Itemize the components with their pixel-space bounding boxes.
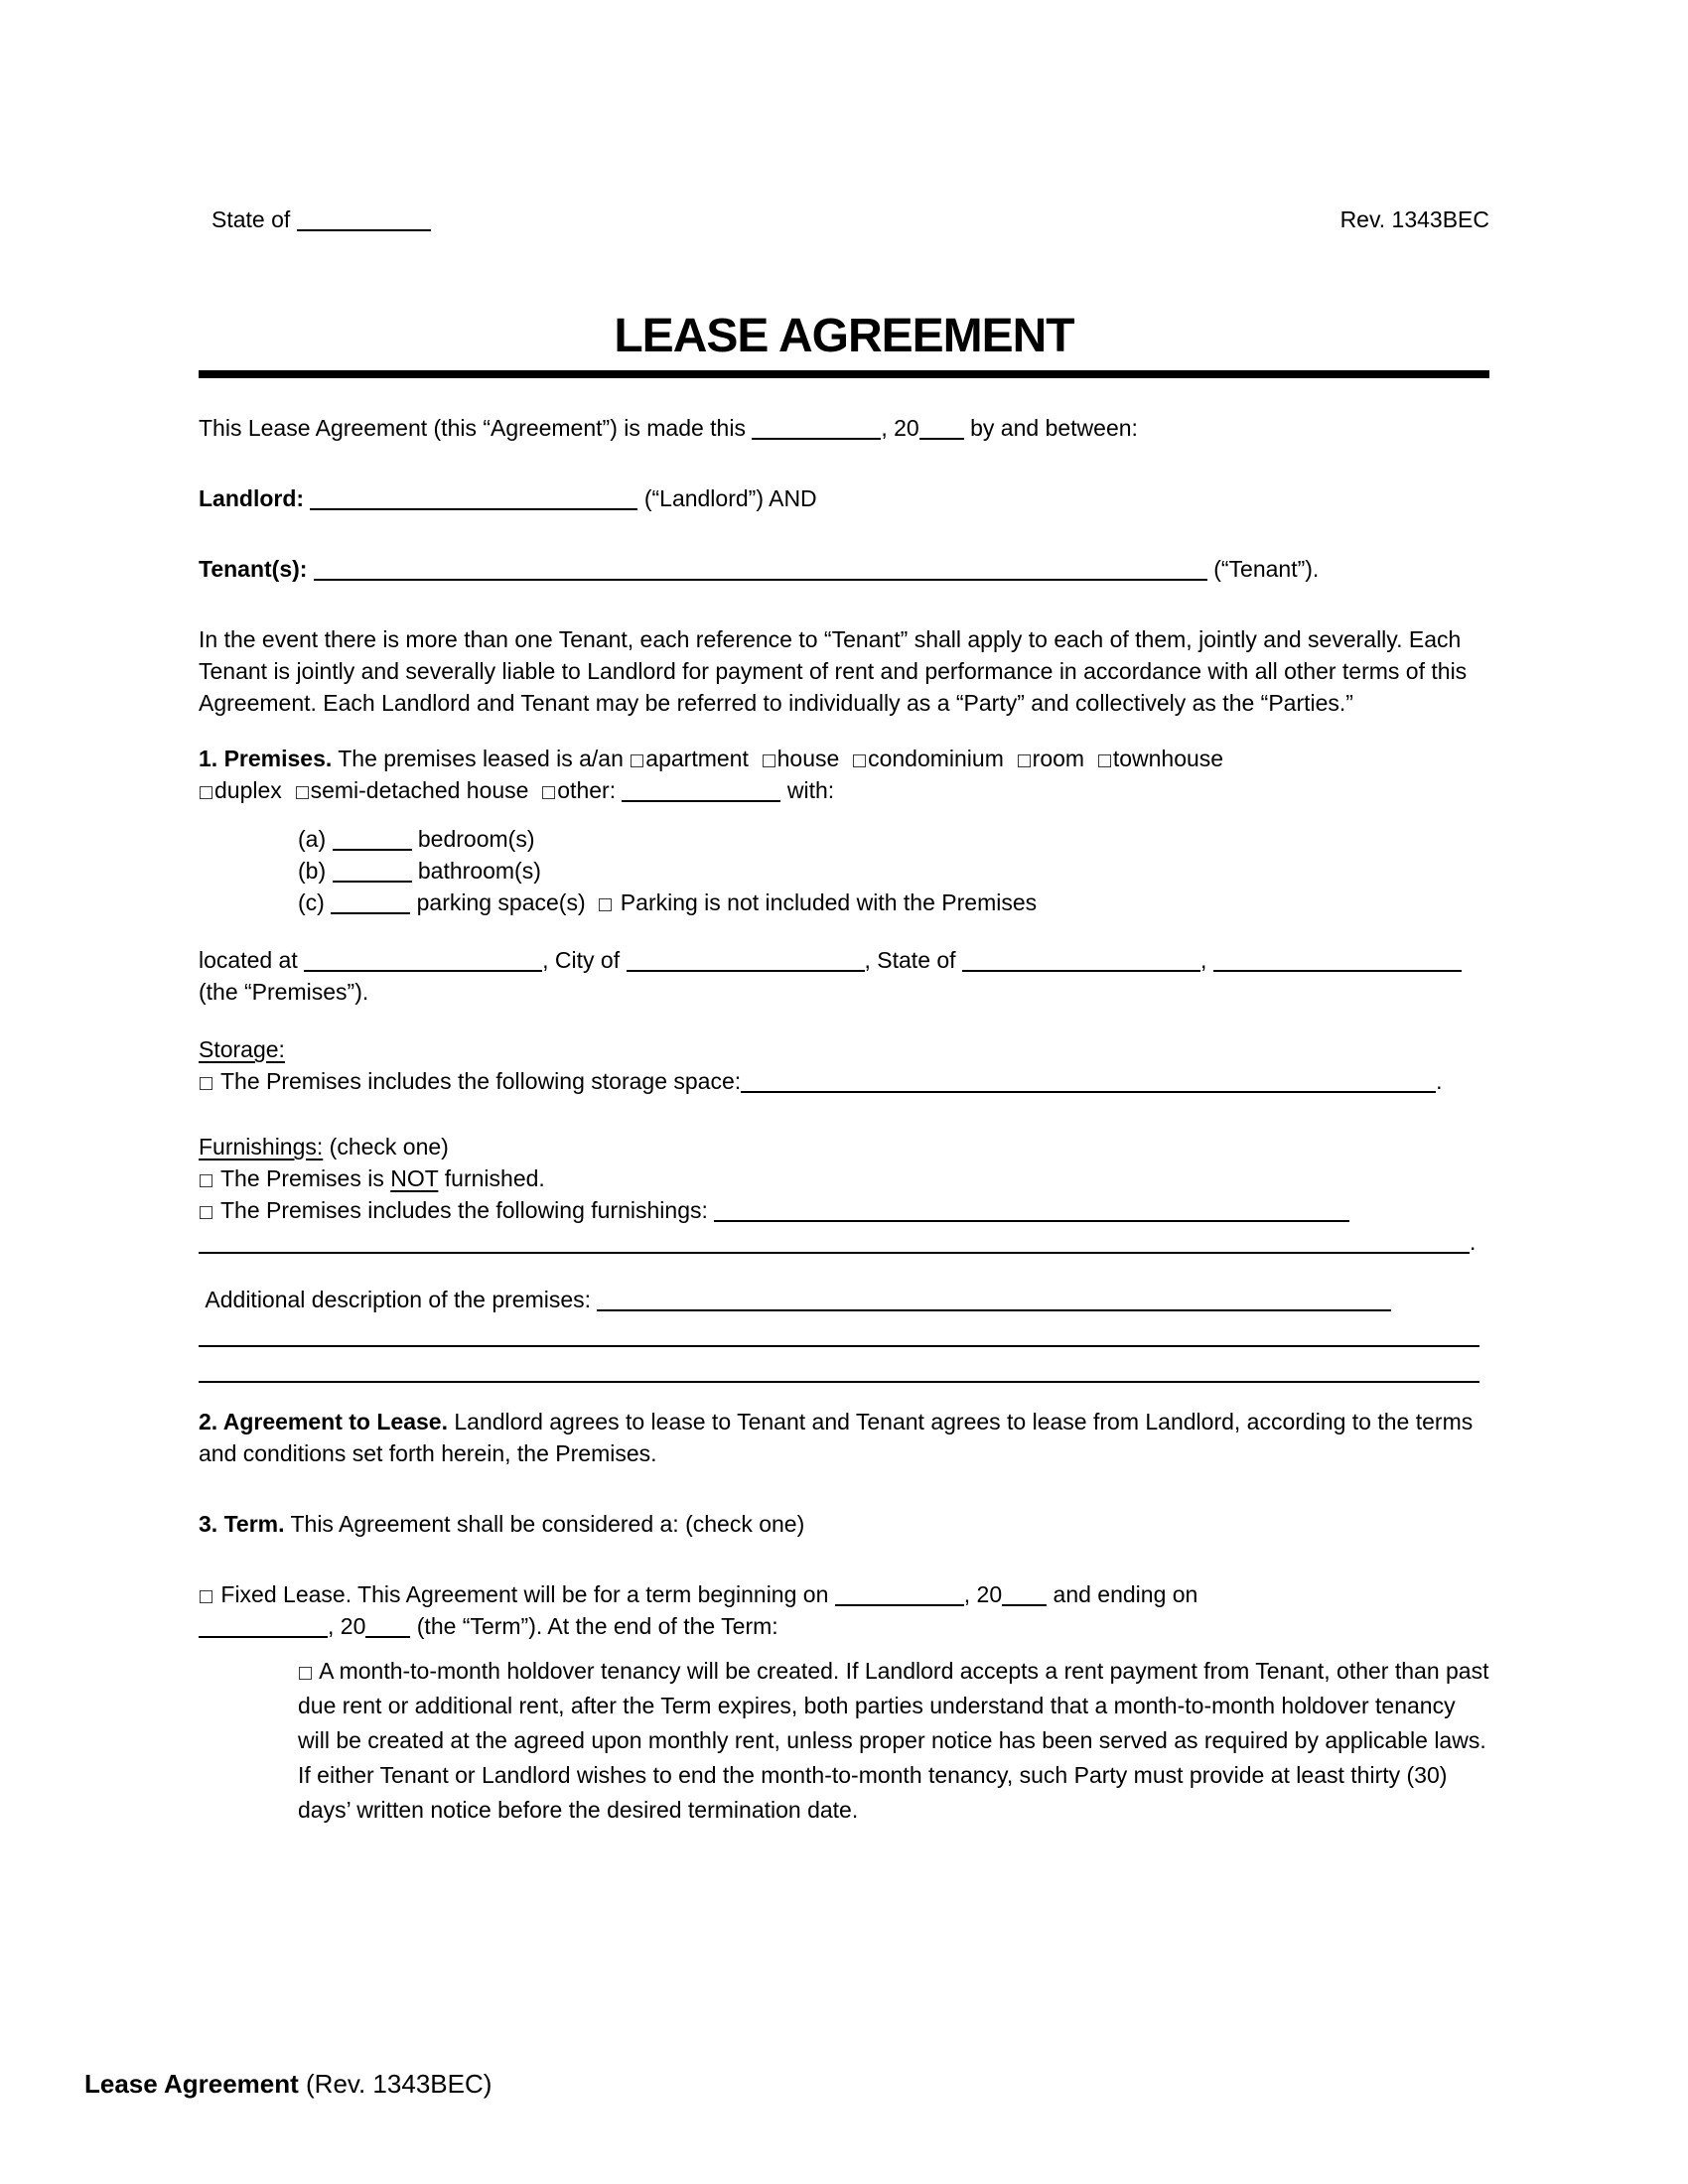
premises-section: 1. Premises. The premises leased is a/an apartment house condominium room townhouse duplex semi-detached house other: with: <box>199 746 1230 803</box>
state-blank[interactable] <box>297 228 431 231</box>
checkbox-other[interactable] <box>542 786 555 799</box>
holdover-paragraph: A month-to-month holdover tenancy will be created. If Landlord accepts a rent payment from Tenant, other than past due rent or additional rent, after the Term expires, both parties understand that a month-to-month holdover tenancy will be created at the agreed upon monthly rent, unless proper notice has been served as required by applicable laws. If either Tenant or Landlord wishes to end the month-to-month tenancy, such Party must provide at least thirty (30) days’ written notice before the desired termination date. <box>298 1658 1495 1823</box>
furnishings-block: Furnishings: (check one) The Premises is NOT furnished. The Premises includes the following furnishings: . <box>199 1134 1477 1255</box>
checkbox-townhouse[interactable] <box>1098 754 1111 767</box>
term-begin-date-blank[interactable] <box>835 1603 964 1606</box>
storage-space-blank[interactable] <box>741 1090 1436 1093</box>
other-type-blank[interactable] <box>622 799 780 802</box>
zip-blank[interactable] <box>1213 969 1462 972</box>
page-title: LEASE AGREEMENT <box>614 310 1074 362</box>
state-name-blank[interactable] <box>962 969 1200 972</box>
furnishings-blank-2[interactable] <box>199 1251 1470 1254</box>
checkbox-room[interactable] <box>1018 754 1031 767</box>
address-blank[interactable] <box>304 969 542 972</box>
additional-description-blank-1[interactable] <box>597 1308 1391 1311</box>
joint-tenant-paragraph: In the event there is more than one Tenant, each reference to “Tenant” shall apply to each of them, jointly and severally. Each Tenant is jointly and severally liable to Landlord for payment of rent and performance in accordance with all other terms of this Agreement. Each Landlord and Tenant may be referred to individually as a “Party” and collectively as the “Parties.” <box>199 626 1473 716</box>
checkbox-month-to-month-holdover[interactable] <box>299 1667 312 1680</box>
additional-description-blank-2[interactable] <box>199 1344 1479 1347</box>
state-of-line: State of <box>199 204 431 235</box>
document-footer <box>84 2067 492 2101</box>
checkbox-house[interactable] <box>763 754 775 767</box>
checkbox-not-furnished[interactable] <box>200 1174 212 1187</box>
term-begin-year-blank[interactable] <box>1002 1603 1047 1606</box>
checkbox-duplex[interactable] <box>200 786 212 799</box>
fixed-lease-paragraph: Fixed Lease. This Agreement will be for a term beginning on , 20 and ending on , 20 (the “Term”). At the end of the Term: <box>199 1578 1489 1642</box>
term-paragraph: 3. Term. This Agreement shall be considered a: (check one) <box>199 1511 805 1537</box>
parking-spaces-blank[interactable] <box>331 911 410 914</box>
landlord-name-blank[interactable] <box>310 507 637 510</box>
checkbox-semi-detached-house[interactable] <box>296 786 309 799</box>
additional-description-blank-3[interactable] <box>199 1380 1479 1383</box>
made-date-blank[interactable] <box>752 437 881 440</box>
bathrooms-blank[interactable] <box>333 880 412 883</box>
tenant-line: Tenant(s): (“Tenant”). <box>199 556 1320 582</box>
checkbox-storage-space[interactable] <box>200 1077 212 1090</box>
agreement-to-lease-paragraph: 2. Agreement to Lease. Landlord agrees to lease to Tenant and Tenant agrees to lease from Landlord, according to the terms and conditions set forth herein, the Premises. <box>199 1409 1479 1466</box>
bedrooms-blank[interactable] <box>333 848 412 851</box>
storage-block: Storage: The Premises includes the following storage space: . <box>199 1036 1443 1094</box>
document-body <box>199 204 1495 1828</box>
made-year-blank[interactable] <box>919 437 964 440</box>
footer-title: Lease Agreement <box>84 2069 299 2099</box>
term-end-date-blank[interactable] <box>199 1635 328 1638</box>
revision-label: Rev. 1343BEC <box>1339 206 1489 232</box>
tenant-names-blank[interactable] <box>314 578 1207 581</box>
checkbox-apartment[interactable] <box>631 754 643 767</box>
landlord-line: Landlord: (“Landlord”) AND <box>199 485 817 511</box>
document-header-row <box>199 204 1489 235</box>
title-rule <box>199 370 1489 378</box>
city-blank[interactable] <box>627 969 865 972</box>
checkbox-fixed-lease[interactable] <box>200 1590 212 1603</box>
checkbox-furnishings-included[interactable] <box>200 1206 212 1219</box>
checkbox-condominium[interactable] <box>853 754 866 767</box>
premises-details-list: (a) bedroom(s) (b) bathroom(s) (c) parking space(s) Parking is not included with the Premises <box>298 826 1038 915</box>
located-at-paragraph: located at , City of , State of , (the “Premises”). <box>199 944 1489 1008</box>
furnishings-blank-1[interactable] <box>714 1219 1349 1222</box>
checkbox-parking-not-included[interactable] <box>599 898 612 911</box>
term-end-year-blank[interactable] <box>365 1635 410 1638</box>
footer-revision: (Rev. 1343BEC) <box>298 2069 492 2099</box>
intro-paragraph: This Lease Agreement (this “Agreement”) is made this , 20 by and between: <box>199 415 1138 441</box>
additional-description-block: Additional description of the premises: <box>199 1282 1489 1389</box>
document-blocks <box>199 412 1495 1828</box>
